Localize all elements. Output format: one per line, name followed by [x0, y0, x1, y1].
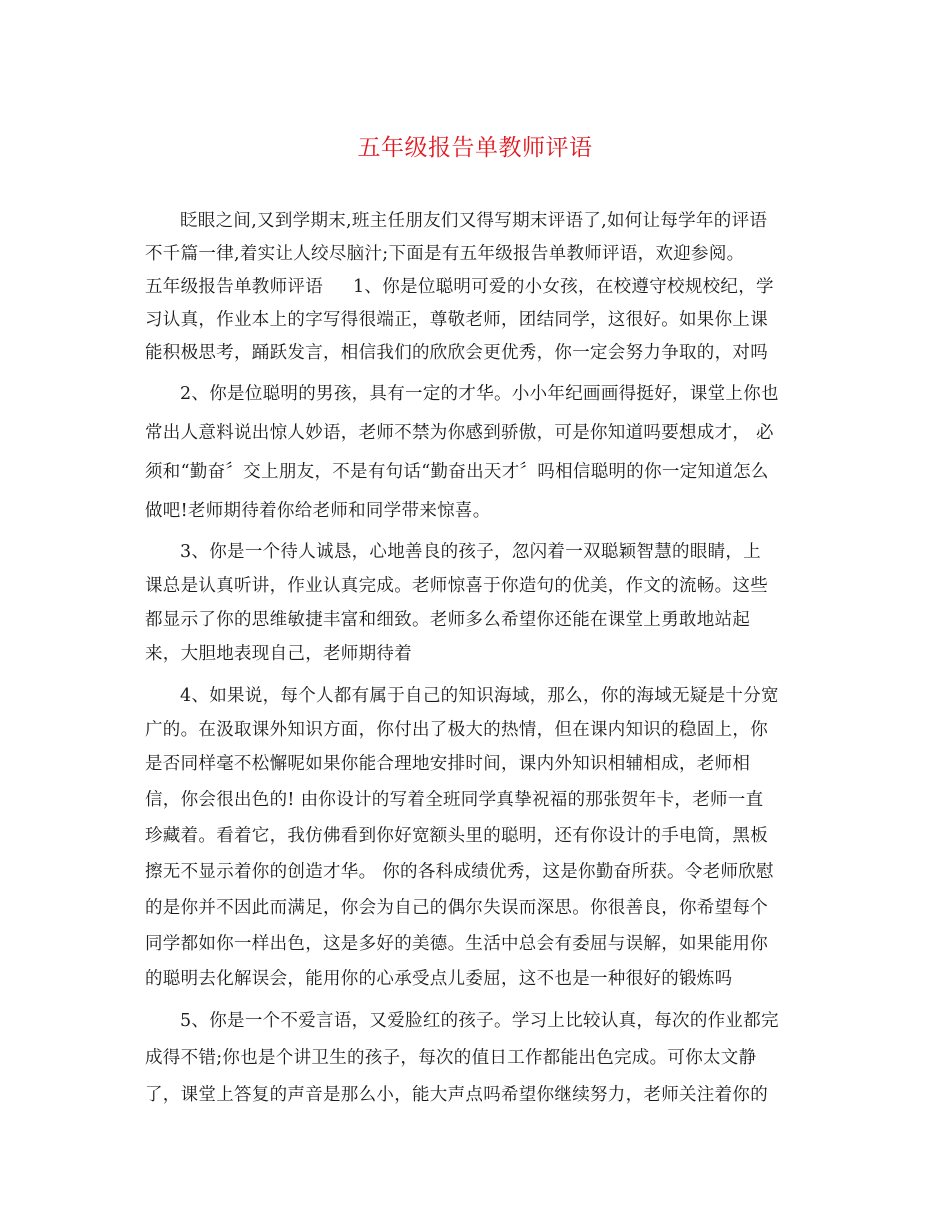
paragraph1-line-2: 习认真，作业本上的字写得很端正，尊敬老师，团结同学，这很好。如果你上课 [145, 310, 768, 330]
paragraph2-line-2: 常出人意料说出惊人妙语，老师不禁为你感到骄傲，可是你知道吗要想成才， 必 [145, 423, 774, 443]
paragraph2-line-3: 须和“勤奋〞交上朋友，不是有句话“勤奋出天才〞吗相信聪明的你一定知道怎么 [145, 462, 769, 482]
paragraph4-line-4: 信，你会很出色的! 由你设计的写着全班同学真挚祝福的那张贺年卡，老师一直 [145, 790, 764, 810]
document-title: 五年级报告单教师评语 [357, 135, 593, 161]
paragraph4-line-1: 4、如果说，每个人都有属于自己的知识海域，那么，你的海域无疑是十分宽 [180, 686, 779, 706]
paragraph3-line-2: 课总是认真听讲，作业认真完成。老师惊喜于你造句的优美，作文的流畅。这些 [145, 576, 768, 596]
subheading: 五年级报告单教师评语 [145, 277, 323, 297]
paragraph2-line-4: 做吧!老师期待着你给老师和同学带来惊喜。 [145, 501, 491, 521]
paragraph1-line-3: 能积极思考，踊跃发言，相信我们的欣欣会更优秀，你一定会努力争取的，对吗 [145, 343, 768, 363]
paragraph5-line-3: 了，课堂上答复的声音是那么小，能大声点吗希望你继续努力，老师关注着你的 [145, 1085, 768, 1105]
paragraph4-line-5: 珍藏着。看着它，我仿佛看到你好宽额头里的聪明，还有你设计的手电筒，黑板 [145, 826, 768, 846]
intro-line-2: 不千篇一律,着实让人绞尽脑汁;下面是有五年级报告单教师评语，欢迎参阅。 [145, 244, 745, 264]
paragraph4-line-7: 的是你并不因此而满足，你会为自己的偶尔失误而深思。你很善良，你希望每个 [145, 898, 768, 918]
paragraph1-line-1: 1、你是位聪明可爱的小女孩，在校遵守校规校纪，学 [353, 277, 774, 297]
paragraph3-line-4: 来，大胆地表现自己，老师期待着 [145, 644, 412, 664]
paragraph5-line-2: 成得不错;你也是个讲卫生的孩子，每次的值日工作都能出色完成。可你太文静 [145, 1048, 757, 1068]
paragraph4-line-3: 是否同样毫不松懈呢如果你能合理地安排时间，课内外知识相辅相成，老师相 [145, 754, 751, 774]
paragraph2-line-1: 2、你是位聪明的男孩，具有一定的才华。小小年纪画画得挺好，课堂上你也 [180, 384, 779, 404]
paragraph5-line-1: 5、你是一个不爱言语，又爱脸红的孩子。学习上比较认真，每次的作业都完 [180, 1011, 779, 1031]
paragraph4-line-9: 的聪明去化解误会，能用你的心承受点儿委屈，这不也是一种很好的锻炼吗 [145, 969, 733, 989]
paragraph4-line-8: 同学都如你一样出色，这是多好的美德。生活中总会有委屈与误解，如果能用你 [145, 934, 768, 954]
paragraph4-line-2: 广的。在汲取课外知识方面，你付出了极大的热情，但在课内知识的稳固上，你 [145, 720, 768, 740]
paragraph3-line-3: 都显示了你的思维敏捷丰富和细致。老师多么希望你还能在课堂上勇敢地站起 [145, 610, 751, 630]
paragraph4-line-6: 擦无不显示着你的创造才华。 你的各科成绩优秀，这是你勤奋所获。令老师欣慰 [145, 862, 774, 882]
subheading-line [145, 274, 774, 300]
paragraph3-line-1: 3、你是一个待人诚恳，心地善良的孩子，忽闪着一双聪颖智慧的眼睛，上 [180, 542, 762, 562]
intro-line-1: 眨眼之间,又到学期末,班主任朋友们又得写期末评语了,如何让每学年的评语 [180, 211, 768, 231]
